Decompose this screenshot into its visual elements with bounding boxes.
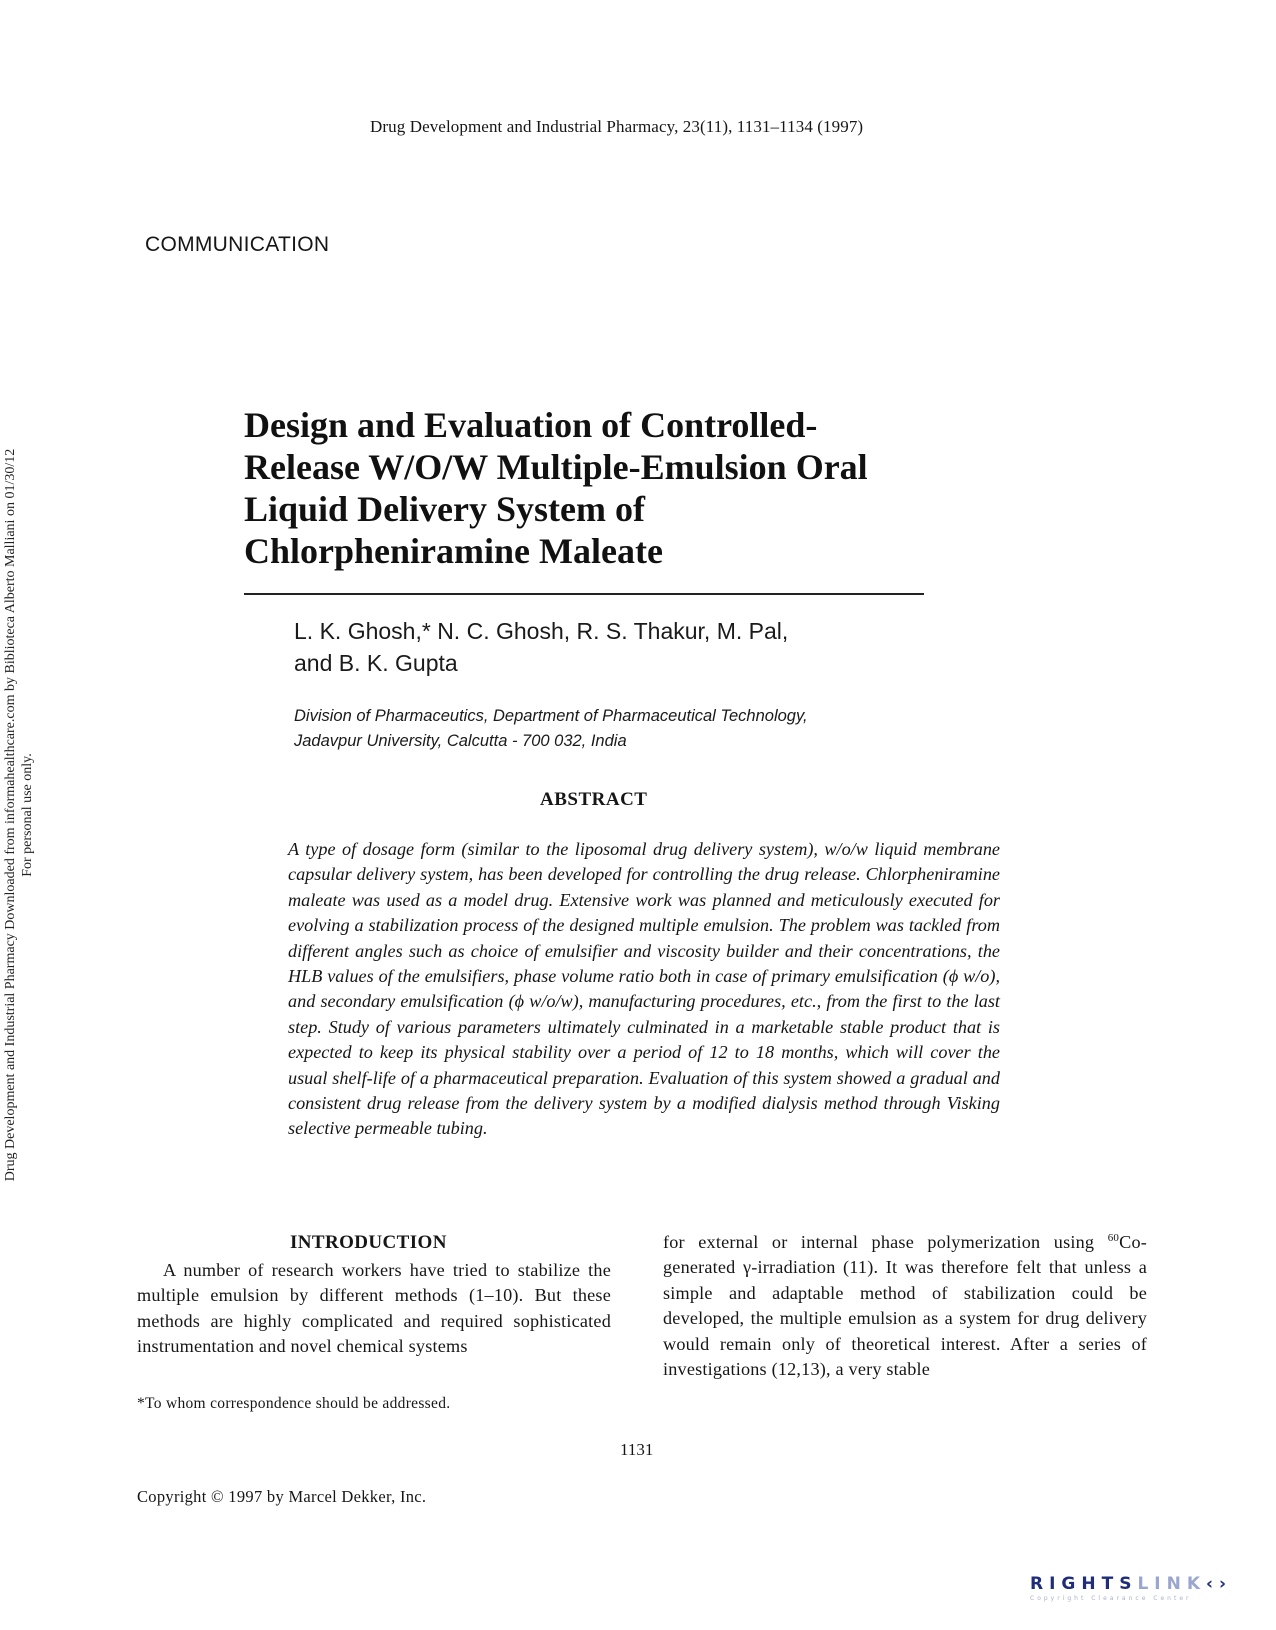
body-column-left [137,1258,611,1360]
article-title [244,404,924,572]
copyright-notice: Copyright © 1997 by Marcel Dekker, Inc. [137,1487,427,1506]
affiliation-line: Jadavpur University, Calcutta - 700 032, India [294,732,627,750]
text-segment: Co-generated γ-irradiation (11). It was therefore felt that unless a simple and adaptable method of stabilization could be developed, the multiple emulsion as a system for drug delivery would remain only of theoretical interest. After a series of investigations (12,13), a very stable [663,1232,1147,1380]
running-head: Drug Development and Industrial Pharmacy, 23(11), 1131–1134 (1997) [370,117,864,136]
author-list [294,615,934,679]
text-segment: for external or internal phase polymerization using [663,1232,1108,1252]
intro-paragraph: A number of research workers have tried to stabilize the multiple emulsion by different methods (1–10). But these methods are highly complicated and required sophisticated instrumentation and novel chemical systems [137,1260,611,1357]
authors-line: and B. K. Gupta [294,650,458,676]
correspondence-footnote: *To whom correspondence should be addressed. [137,1395,451,1412]
watermark-line-2: For personal use only. [20,753,35,877]
intro-paragraph-continued [663,1230,1147,1382]
page-number: 1131 [620,1440,654,1459]
body-column-right [663,1230,1147,1382]
authors-line: L. K. Ghosh,* N. C. Ghosh, R. S. Thakur, M. Pal, [294,618,789,644]
isotope-superscript: 60 [1107,1231,1120,1244]
title-line: Liquid Delivery System of [244,489,645,529]
affiliation [294,704,934,754]
rightslink-subtitle: Copyright Clearance Center [1030,1595,1192,1602]
abstract-text: A type of dosage form (similar to the liposomal drug delivery system), w/o/w liquid membrane capsular delivery system, has been developed for controlling the drug release. Chlorpheniramine maleate was used as a model drug. Extensive work was planned and meticulously executed for evolving a stabilization process of the designed multiple emulsion. The problem was tackled from different angles such as choice of emulsifier and viscosity builder and their concentrations, the HLB values of the emulsifiers, phase volume ratio both in case of primary emulsification (ϕ w/o), and secondary emulsification (ϕ w/o/w), manufacturing procedures, etc., from the first to the last step. Study of various parameters ultimately culminated in a marketable stable product that is expected to keep its physical stability over a period of 12 to 18 months, which will cover the usual shelf-life of a pharmaceutical preparation. Evaluation of this system showed a gradual and consistent drug release from the delivery system by a modified dialysis method through Visking selective permeable tubing. [288,839,1000,1139]
affiliation-line: Division of Pharmaceutics, Department of Pharmaceutical Technology, [294,707,808,725]
download-watermark [2,365,36,1265]
watermark-line-1: Drug Development and Industrial Pharmacy Downloaded from informahealthcare.com by Biblioteca Alberto Malliani on 01/30/12 [3,448,18,1182]
rightslink-dark-text: RIGHTS [1030,1574,1138,1594]
introduction-heading: INTRODUCTION [290,1232,447,1253]
abstract-heading: ABSTRACT [540,789,648,810]
rightslink-wordmark [1030,1574,1260,1594]
title-line: Chlorpheniramine Maleate [244,531,663,571]
rightslink-logo[interactable] [1030,1574,1260,1602]
section-label: COMMUNICATION [145,233,330,256]
title-line: Release W/O/W Multiple-Emulsion Oral [244,447,868,487]
rightslink-arrow-icon: ‹› [1206,1574,1233,1594]
rightslink-light-text: LINK [1137,1574,1206,1594]
title-line: Design and Evaluation of Controlled- [244,405,818,445]
title-divider [244,593,924,595]
